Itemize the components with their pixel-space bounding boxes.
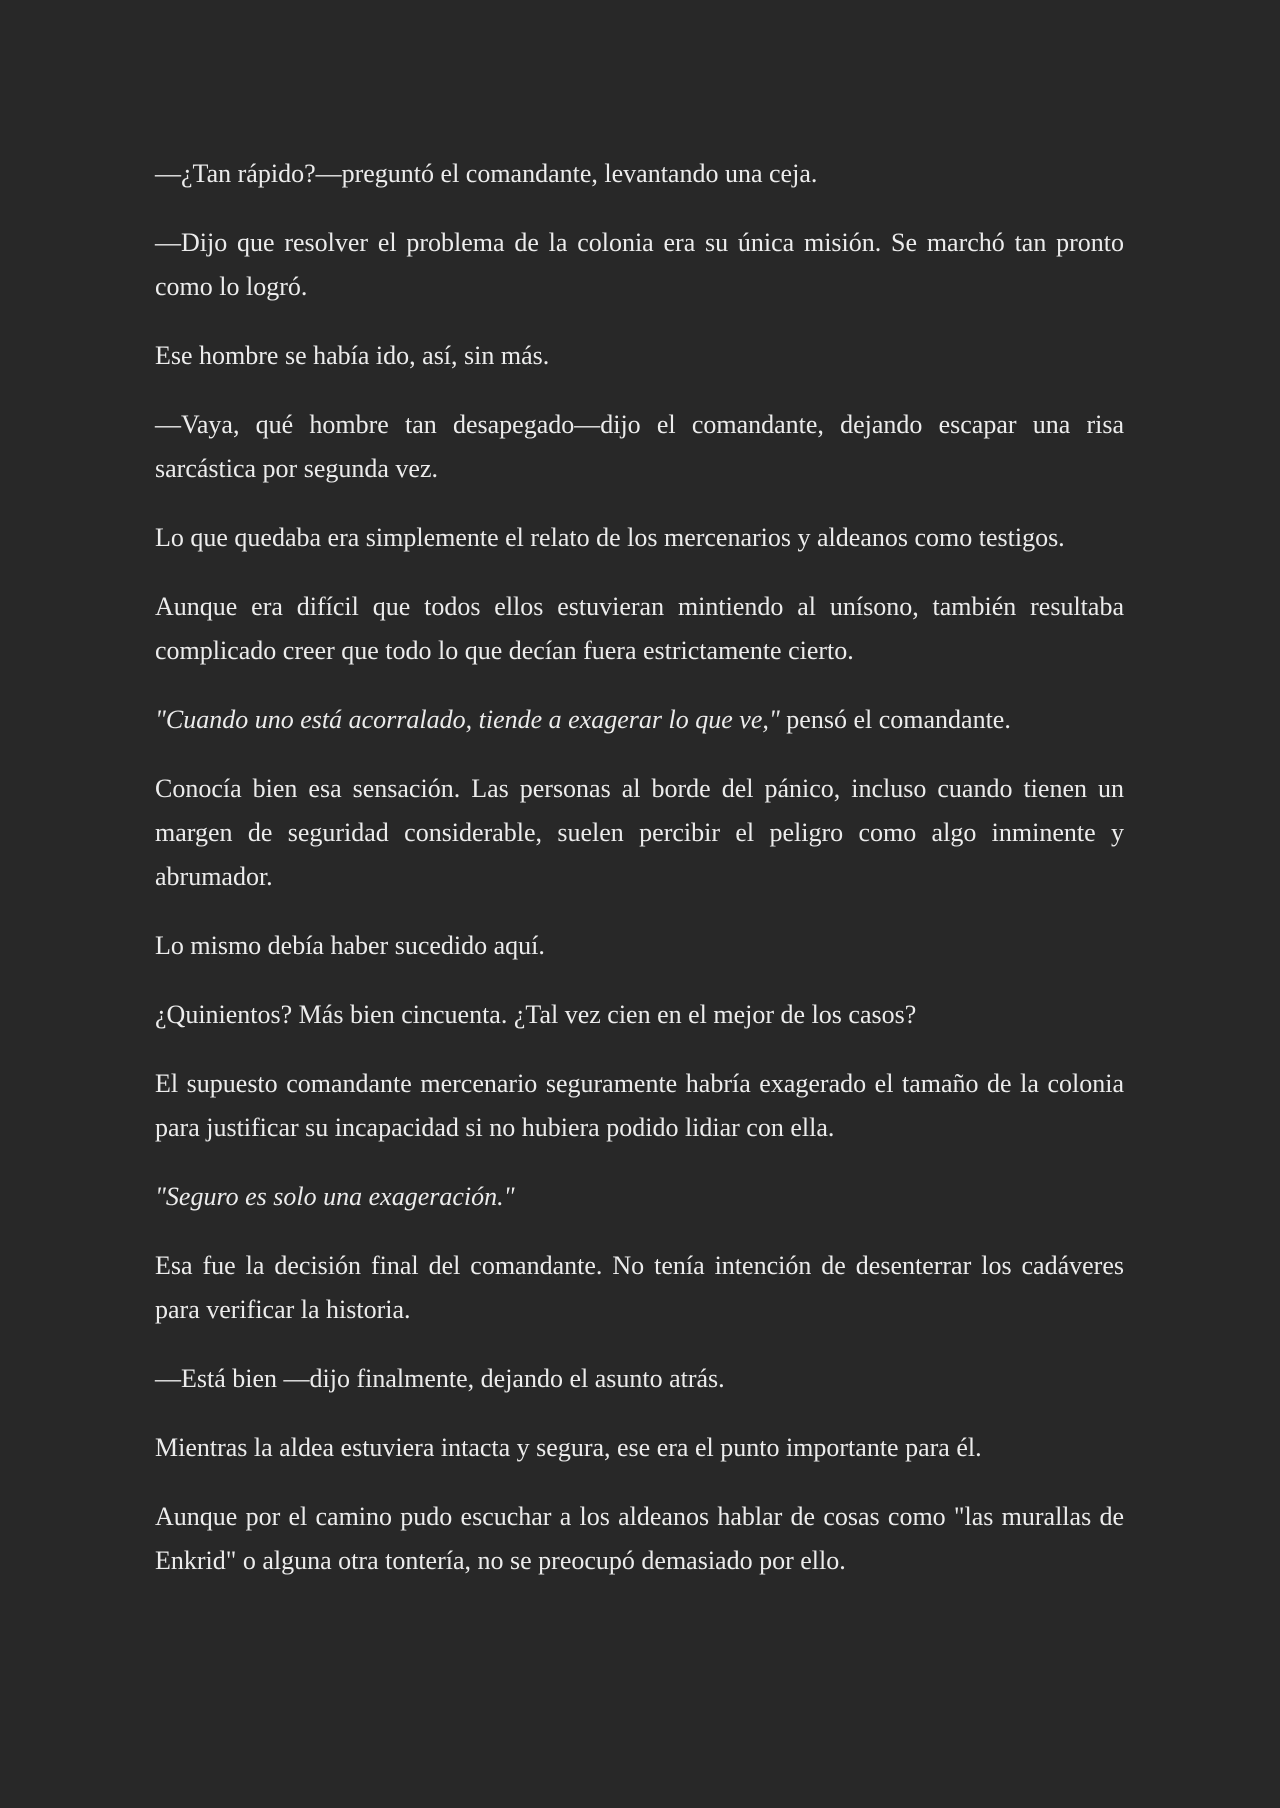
paragraph: Esa fue la decisión final del comandante. No tenía intención de desenterrar los cadáveres para verificar la historia.: [155, 1251, 1124, 1324]
paragraph: —Vaya, qué hombre tan desapegado—dijo el comandante, dejando escapar una risa sarcástica por segunda vez.: [155, 410, 1124, 483]
paragraph: Ese hombre se había ido, así, sin más.: [155, 341, 550, 370]
paragraph: El supuesto comandante mercenario seguramente habría exagerado el tamaño de la colonia para justificar su incapacidad si no hubiera podido lidiar con ella.: [155, 1069, 1124, 1142]
paragraph: —Está bien —dijo finalmente, dejando el asunto atrás.: [155, 1364, 725, 1393]
paragraph: Aunque por el camino pudo escuchar a los aldeanos hablar de cosas como "las murallas de Enkrid" o alguna otra tontería, no se preocupó demasiado por ello.: [155, 1502, 1124, 1575]
italic-thought: "Seguro es solo una exageración.": [155, 1182, 515, 1211]
paragraph: Lo mismo debía haber sucedido aquí.: [155, 931, 545, 960]
italic-thought: "Cuando uno está acorralado, tiende a exagerar lo que ve,": [155, 705, 780, 734]
paragraph: ¿Quinientos? Más bien cincuenta. ¿Tal vez cien en el mejor de los casos?: [155, 1000, 917, 1029]
paragraph-thought: [155, 1175, 1124, 1219]
paragraph: Aunque era difícil que todos ellos estuvieran mintiendo al unísono, también resultaba complicado creer que todo lo que decían fuera estrictamente cierto.: [155, 592, 1124, 665]
paragraph-thought: "Cuando uno está acorralado, tiende a exagerar lo que ve," pensó el comandante.: [155, 705, 1011, 734]
paragraph: —Dijo que resolver el problema de la colonia era su única misión. Se marchó tan pronto como lo logró.: [155, 228, 1124, 301]
reader-page: [155, 152, 1124, 1608]
paragraph: Conocía bien esa sensación. Las personas al borde del pánico, incluso cuando tienen un margen de seguridad considerable, suelen percibir el peligro como algo inminente y abrumador.: [155, 774, 1124, 891]
paragraph: —¿Tan rápido?—preguntó el comandante, levantando una ceja.: [155, 159, 818, 188]
paragraph: Lo que quedaba era simplemente el relato de los mercenarios y aldeanos como testigos.: [155, 523, 1065, 552]
paragraph: Mientras la aldea estuviera intacta y segura, ese era el punto importante para él.: [155, 1433, 982, 1462]
